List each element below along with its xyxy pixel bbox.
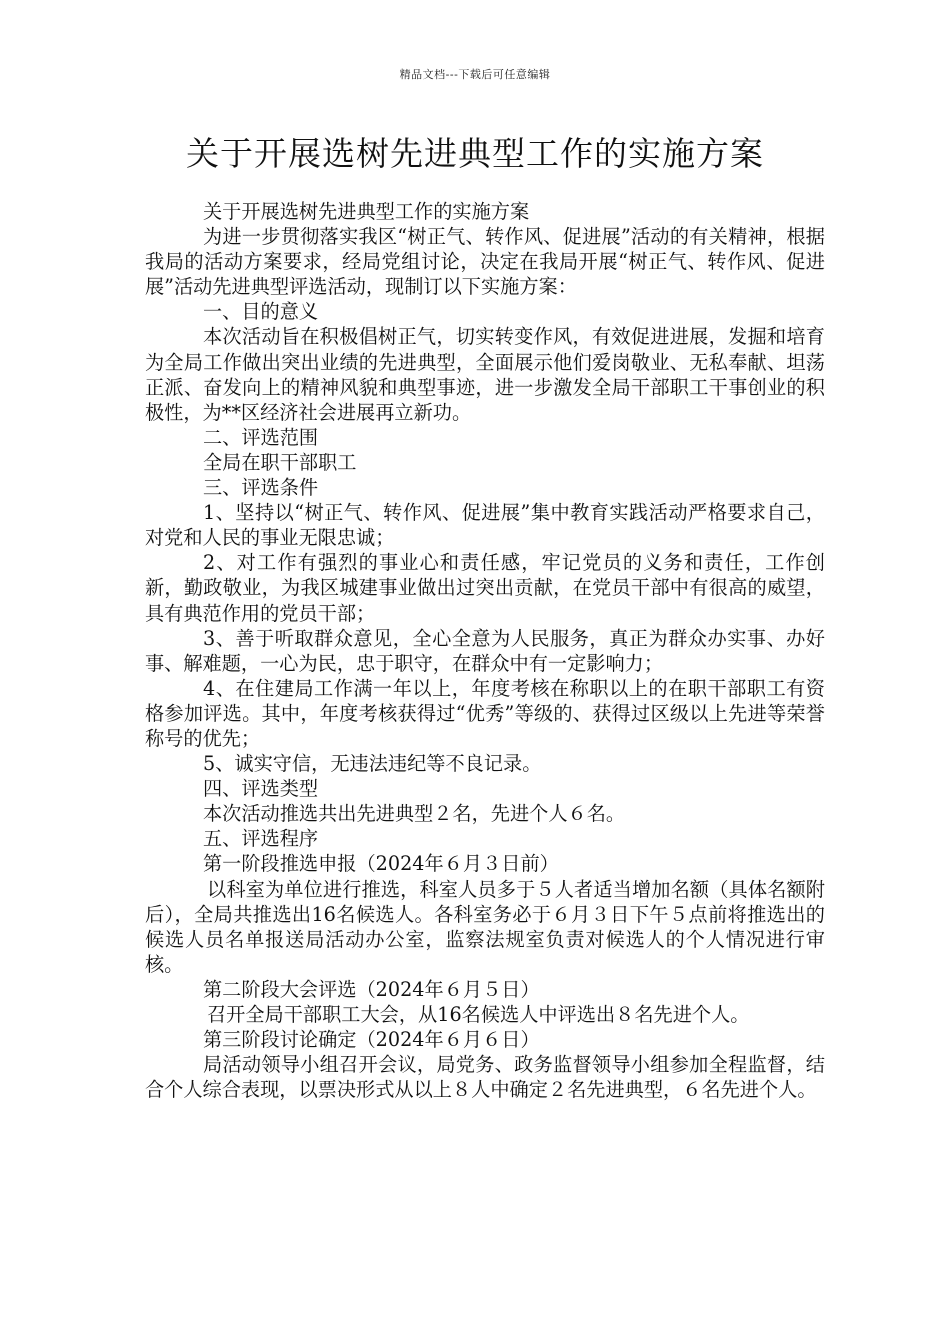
section-heading-scope: 二、评选范围 [203,425,319,449]
document-body [145,199,825,1102]
stage-heading: 第二阶段大会评选（2024年６月５日） [203,977,540,1001]
document-title: 关于开展选树先进典型工作的实施方案 [186,134,764,173]
stage-heading: 第三阶段讨论确定（2024年６月６日） [203,1028,540,1052]
stage-heading: 第一阶段推选申报（2024年６月３日前） [203,852,559,876]
paragraph-subtitle: 关于开展选树先进典型工作的实施方案 [203,200,530,223]
stage-description: 以科室为单位进行推选，科室人员多于５人者适当增加名额（具体名额附后），全局共推选出16名候选人。各科室务必于６月３日下午５点前将推选出的候选人员名单报送局活动办公室，监察法规室负责对候选人的个人情况进行审核。 [145,877,825,976]
section-heading-types: 四、评选类型 [203,777,319,801]
stage-description: 局活动领导小组召开会议，局党务、政务监督领导小组参加全程监督，结合个人综合表现，以票决形式从以上８人中确定２名先进典型，６名先进个人。 [145,1053,825,1102]
stage-description: 召开全局干部职工大会，从16名候选人中评选出８名先进个人。 [207,1003,750,1026]
paragraph-scope: 全局在职干部职工 [203,450,357,474]
criteria-item: 3、善于听取群众意见，全心全意为人民服务，真正为群众办实事、办好事、解难题，一心为民，忠于职守，在群众中有一定影响力； [145,626,825,675]
paragraph-types: 本次活动推选共出先进典型２名，先进个人６名。 [203,802,626,826]
paragraph-intro: 为进一步贯彻落实我区“树正气、转作风、促进展”活动的有关精神，根据我局的活动方案要求，经局党组讨论，决定在我局开展“树正气、转作风、促进展”活动先进典型评选活动，现制订以下实施方案： [145,225,825,299]
page-header-note: 精品文档---下载后可任意编辑 [399,68,551,81]
criteria-item: 1、坚持以“树正气、转作风、促进展”集中教育实践活动严格要求自己，对党和人民的事业无限忠诚； [145,501,825,550]
criteria-item: 4、在住建局工作满一年以上，年度考核在称职以上的在职干部职工有资格参加评选。其中，年度考核获得过“优秀”等级的、获得过区级以上先进等荣誉称号的优先； [145,676,825,750]
section-heading-procedure: 五、评选程序 [203,827,319,851]
paragraph-purpose: 本次活动旨在积极倡树正气，切实转变作风，有效促进进展，发掘和培育为全局工作做出突出业绩的先进典型，全面展示他们爱岗敬业、无私奉献、坦荡正派、奋发向上的精神风貌和典型事迹，进一步激发全局干部职工干事创业的积极性，为**区经济社会进展再立新功。 [145,325,825,424]
section-heading-criteria: 三、评选条件 [203,476,319,500]
criteria-item: 5、诚实守信，无违法违纪等不良记录。 [203,752,542,776]
criteria-item: 2、对工作有强烈的事业心和责任感，牢记党员的义务和责任，工作创新，勤政敬业，为我区城建事业做出过突出贡献，在党员干部中有很高的威望，具有典范作用的党员干部； [145,551,825,625]
section-heading-purpose: 一、目的意义 [203,300,319,324]
